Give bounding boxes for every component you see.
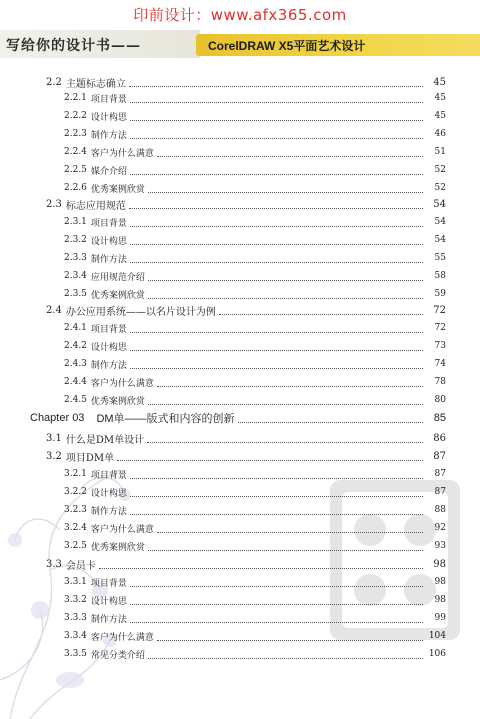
toc-leader-dots xyxy=(148,404,423,405)
toc-leader-dots xyxy=(130,368,423,369)
toc-leader-dots xyxy=(148,550,423,551)
toc-leader-dots xyxy=(130,622,423,623)
toc-leader-dots xyxy=(130,478,423,479)
toc-row[interactable] xyxy=(46,302,446,318)
toc-number: 2.3 xyxy=(46,198,62,210)
toc-leader-dots xyxy=(130,226,423,227)
toc-number: 3.3.2 xyxy=(64,595,87,605)
toc-page-number: 80 xyxy=(434,395,446,405)
toc-title: 会员卡 xyxy=(65,560,96,572)
toc-leader-dots xyxy=(99,568,423,569)
toc-number: 3.3.3 xyxy=(64,613,87,623)
toc-page-number: 87 xyxy=(434,487,446,497)
toc-leader-dots xyxy=(129,86,423,87)
toc-title: 设计构思 xyxy=(90,236,127,247)
toc-page-number: 104 xyxy=(428,631,446,641)
toc-leader-dots xyxy=(157,156,423,157)
toc-page-number: 99 xyxy=(434,613,446,623)
toc-page-number: 93 xyxy=(434,541,446,551)
toc-page-number: 74 xyxy=(434,359,446,369)
toc-number: 3.3.4 xyxy=(64,631,87,641)
toc-number: 3.2.1 xyxy=(64,469,87,479)
toc-number: 2.3.4 xyxy=(64,271,87,281)
toc-number: 2.2.4 xyxy=(64,147,87,157)
toc-page-number: 73 xyxy=(434,341,446,351)
toc-leader-dots xyxy=(157,386,423,387)
toc-page-number: 87 xyxy=(433,450,446,462)
toc-number: 3.2.3 xyxy=(64,505,87,515)
toc-row[interactable] xyxy=(64,646,446,662)
toc-row[interactable] xyxy=(46,74,446,90)
toc-row[interactable] xyxy=(64,356,446,372)
toc-title: 客户为什么满意 xyxy=(90,524,154,535)
toc-leader-dots xyxy=(148,658,423,659)
toc-row[interactable] xyxy=(64,628,446,644)
toc-row[interactable] xyxy=(46,448,446,464)
toc-page-number: 54 xyxy=(434,235,446,245)
toc-leader-dots xyxy=(130,332,423,333)
toc-number: 3.2.5 xyxy=(64,541,87,551)
toc-leader-dots xyxy=(157,532,423,533)
toc-title: 办公应用系统——以名片设计为例 xyxy=(65,306,216,318)
toc-page-number: 86 xyxy=(433,432,446,444)
toc-page-number: 46 xyxy=(434,129,446,139)
toc-leader-dots xyxy=(148,280,423,281)
toc-number: 2.4.2 xyxy=(64,341,87,351)
header-left-band xyxy=(0,30,200,58)
toc-number: 3.1 xyxy=(46,432,62,444)
toc-title: 设计构思 xyxy=(90,488,127,499)
toc-title: 项目背景 xyxy=(90,324,127,335)
toc-number: 2.4.5 xyxy=(64,395,87,405)
toc-leader-dots xyxy=(130,496,423,497)
toc-row[interactable] xyxy=(46,430,446,446)
toc-row[interactable] xyxy=(64,232,446,248)
toc-row[interactable] xyxy=(64,466,446,482)
toc-row[interactable] xyxy=(64,320,446,336)
toc-row[interactable] xyxy=(64,592,446,608)
toc-page-number: 78 xyxy=(434,377,446,387)
toc-row[interactable] xyxy=(64,502,446,518)
toc-number: 3.3.1 xyxy=(64,577,87,587)
toc-page-number: 52 xyxy=(434,165,446,175)
toc-leader-dots xyxy=(117,460,423,461)
toc-title: 常见分类介绍 xyxy=(90,650,145,661)
toc-page-number: 106 xyxy=(428,649,446,659)
toc-number: 2.3.5 xyxy=(64,289,87,299)
toc-leader-dots xyxy=(130,350,423,351)
toc-chapter-row[interactable] xyxy=(30,410,446,426)
toc-leader-dots xyxy=(130,120,423,121)
toc-page-number: 45 xyxy=(434,111,446,121)
toc-row[interactable] xyxy=(64,286,446,302)
toc-number: 2.4.1 xyxy=(64,323,87,333)
toc-number: 2.3.3 xyxy=(64,253,87,263)
toc-row[interactable] xyxy=(64,250,446,266)
toc-row[interactable] xyxy=(64,520,446,536)
toc-row[interactable] xyxy=(64,144,446,160)
toc-title: 设计构思 xyxy=(90,112,127,123)
toc-row[interactable] xyxy=(64,538,446,554)
header-title: 写给你的设计书—— xyxy=(6,38,141,54)
toc-title: 优秀案例欣赏 xyxy=(90,290,145,301)
toc-title: 项目背景 xyxy=(90,578,127,589)
toc-page-number: 51 xyxy=(434,147,446,157)
toc-leader-dots xyxy=(130,244,423,245)
toc-number: 2.3.2 xyxy=(64,235,87,245)
toc-title: 项目背景 xyxy=(90,94,127,105)
toc-row[interactable] xyxy=(46,196,446,212)
toc-number: 2.3.1 xyxy=(64,217,87,227)
header-subtitle: CorelDRAW X5平面艺术设计 xyxy=(208,39,366,53)
toc-page-number: 85 xyxy=(433,412,446,424)
toc-row[interactable] xyxy=(64,374,446,390)
toc-leader-dots xyxy=(238,422,423,423)
toc-row[interactable] xyxy=(64,610,446,626)
toc-leader-dots xyxy=(130,138,423,139)
toc-leader-dots xyxy=(148,298,423,299)
toc-row[interactable] xyxy=(64,90,446,106)
toc-leader-dots xyxy=(129,208,423,209)
toc-number: 2.2.6 xyxy=(64,183,87,193)
toc-page-number: 98 xyxy=(433,558,446,570)
toc-number: 3.3 xyxy=(46,558,62,570)
toc-row[interactable] xyxy=(64,392,446,408)
toc-number: 2.4 xyxy=(46,304,62,316)
toc-page-number: 58 xyxy=(434,271,446,281)
toc-title: 主题标志确立 xyxy=(65,78,126,90)
watermark-text: 印前设计：www.afx365.com xyxy=(133,6,347,24)
toc-number: 3.2 xyxy=(46,450,62,462)
toc-row[interactable] xyxy=(64,108,446,124)
toc-title: 设计构思 xyxy=(90,342,127,353)
toc-leader-dots xyxy=(130,604,423,605)
toc-number: 3.2.2 xyxy=(64,487,87,497)
toc-row[interactable] xyxy=(64,214,446,230)
toc-number: 2.4.4 xyxy=(64,377,87,387)
toc-leader-dots xyxy=(130,102,423,103)
toc-number: 3.2.4 xyxy=(64,523,87,533)
toc-title: DM单——版式和内容的创新 xyxy=(96,413,235,425)
toc-leader-dots xyxy=(157,640,423,641)
toc-row[interactable] xyxy=(64,162,446,178)
toc-leader-dots xyxy=(130,514,423,515)
toc-page-number: 55 xyxy=(434,253,446,263)
toc-leader-dots xyxy=(130,174,423,175)
toc-leader-dots xyxy=(148,192,423,193)
toc-page-number: 45 xyxy=(434,93,446,103)
toc-row[interactable] xyxy=(46,556,446,572)
toc-row[interactable] xyxy=(64,338,446,354)
toc-page-number: 54 xyxy=(433,198,446,210)
toc-title: 制作方法 xyxy=(90,130,127,141)
toc-number: 2.2.5 xyxy=(64,165,87,175)
toc-page-number: 72 xyxy=(434,323,446,333)
toc-page-number: 52 xyxy=(434,183,446,193)
toc-row[interactable] xyxy=(64,268,446,284)
toc-number: 3.3.5 xyxy=(64,649,87,659)
toc-title: 优秀案例欣赏 xyxy=(90,184,145,195)
toc-page-number: 72 xyxy=(433,304,446,316)
toc-title: 项目背景 xyxy=(90,218,127,229)
toc-title: 项目DM单 xyxy=(65,452,115,464)
toc-leader-dots xyxy=(130,586,423,587)
toc-page-number: 88 xyxy=(434,505,446,515)
toc-number: 2.2.2 xyxy=(64,111,87,121)
toc-number: 2.4.3 xyxy=(64,359,87,369)
toc-leader-dots xyxy=(147,442,423,443)
toc-title: 标志应用规范 xyxy=(65,200,126,212)
toc-number: 2.2.3 xyxy=(64,129,87,139)
toc-leader-dots xyxy=(219,314,423,315)
toc-title: 媒介介绍 xyxy=(90,166,127,177)
toc-page-number: 87 xyxy=(434,469,446,479)
toc-row[interactable] xyxy=(64,180,446,196)
toc-title: 客户为什么满意 xyxy=(90,632,154,643)
toc-row[interactable] xyxy=(64,484,446,500)
toc-title: 应用规范介绍 xyxy=(90,272,145,283)
toc-row[interactable] xyxy=(64,574,446,590)
toc-title: 优秀案例欣赏 xyxy=(90,542,145,553)
toc-page-number: 92 xyxy=(434,523,446,533)
toc-title: 制作方法 xyxy=(90,360,127,371)
toc-title: 制作方法 xyxy=(90,254,127,265)
toc-row[interactable] xyxy=(64,126,446,142)
toc-page-number: 59 xyxy=(434,289,446,299)
toc-page-number: 98 xyxy=(434,577,446,587)
toc-page-number: 54 xyxy=(434,217,446,227)
toc-leader-dots xyxy=(130,262,423,263)
header-right-band xyxy=(196,34,480,56)
toc-title: 什么是DM单设计 xyxy=(65,434,145,446)
toc-number: 2.2.1 xyxy=(64,93,87,103)
toc-title: 制作方法 xyxy=(90,614,127,625)
toc-number: 2.2 xyxy=(46,76,62,88)
toc-title: 优秀案例欣赏 xyxy=(90,396,145,407)
toc-title: 客户为什么满意 xyxy=(90,148,154,159)
toc-page-number: 45 xyxy=(433,76,446,88)
toc-title: 项目背景 xyxy=(90,470,127,481)
toc-title: 设计构思 xyxy=(90,596,127,607)
toc-title: 制作方法 xyxy=(90,506,127,517)
toc-number: Chapter 03 xyxy=(30,412,85,424)
toc-title: 客户为什么满意 xyxy=(90,378,154,389)
toc-page-number: 98 xyxy=(434,595,446,605)
page-header xyxy=(0,30,480,58)
